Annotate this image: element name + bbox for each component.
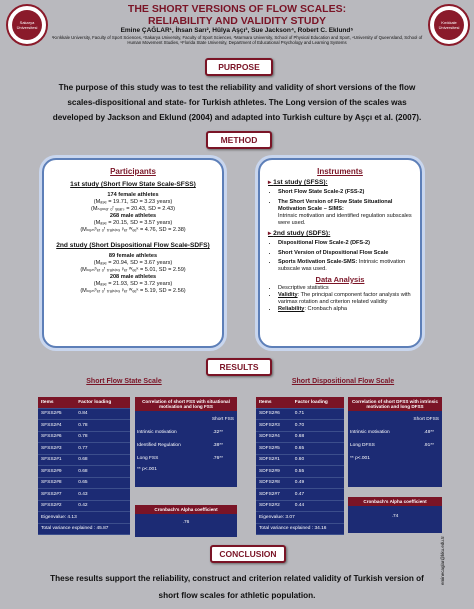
study2-female-training: (Mₙᵤₘᵇₑᵣ ₒᶠ ₜᵣₐᵢₙᵢₙ₉ ᵖₑᵣ ᵂₑₑᵏ = 5.01, SD = 2.59) [80,267,186,273]
instruments-study1 [268,179,412,186]
sfss-title: Short Flow State Scale [86,378,162,385]
table-row: SFSS2#4 0.78 [38,420,130,432]
sfss-correlation-table [135,397,237,487]
table-row: SFSS2#3 0.77 [38,443,130,455]
study1-female-age: (Mₐ₉ₑ = 19.71, SD = 3.23 years) [93,199,173,205]
study2-title: 2nd study (Short Dispositional Flow Scale-SDFS) [56,242,210,249]
corr-row: Long FSS .76** [137,456,223,461]
table-row: SFSS2#2 0.42 [38,500,130,512]
arrow-right-icon: ▸ [268,179,274,186]
analysis-item-label: Reliability [278,306,305,312]
table-row: SFSS2#7 0.43 [38,489,130,501]
study2-male: 208 male athletes [109,274,157,280]
table-row: SDFS2#8 0.49 [256,477,344,489]
sfss-loading-table [38,397,130,535]
instrument-item [278,259,412,273]
sdfs-corr-note: ** p<.001 [350,456,370,461]
instruments-title: Instruments [317,167,363,176]
instrument-item: • The Short Version of Flow State Situational Motivation Scale – SIMS: [278,199,412,213]
analysis-item: • Descriptive statistics [278,285,412,292]
title-line-1: THE SHORT VERSIONS OF FLOW SCALES: [127,3,347,15]
table-row: SFSS2#9 0.68 [38,466,130,478]
purpose-heading: PURPOSE [205,58,273,76]
instrument-item: • Dispositional Flow Scale-2 (DFS-2) [278,240,412,247]
authors: Emine ÇAĞLAR¹, İhsan Sarı², Hülya Aşçı³, Sue Jackson⁴, Robert C. Eklund⁵ [120,27,354,34]
table-row: SFSS2#5 0.84 [38,408,130,420]
study1-male-training: (Mₙᵤₘᵇₑᵣ ₒᶠ ₜᵣₐᵢₙᵢₙ₉ ᵖₑᵣ ᵂₑₑᵏ = 4.76, SD = 2.38) [80,227,186,233]
study2-female-age: (Mₐ₉ₑ = 20.94, SD = 3.67 years) [93,260,173,266]
conclusion-heading: CONCLUSION [210,545,286,563]
data-analysis-title: Data Analysis [315,275,365,284]
sdfs-alpha-title: Cronbach's Alpha coefficient [348,497,442,506]
study1-male: 268 male athletes [109,213,157,219]
analysis-item-label: Validity [278,292,298,298]
title-line-2: RELIABILITY AND VALIDITY STUDY [147,15,327,27]
study1-female-years: (Mₙᵤₘₑᵣ ₒᶠ ᵧₑₐᵣₛ = 20.43, SD = 2.43) [90,206,176,212]
study1-male-age: (Mₐ₉ₑ = 20.15, SD = 3.57 years) [93,220,173,226]
sdfs-loading-table [256,397,344,535]
conclusion-text: These results support the reliability, construct and criterion related validity of Turkish version of short flow scales for athletic population. [50,574,424,600]
sfss-corr-note: ** p<.001 [137,467,157,472]
table-row: SDFS2#6 0.71 [256,408,344,420]
sdfs-alpha-box [348,497,442,533]
logo-left-label: Sakarya Üniversitesi [12,10,42,40]
arrow-right-icon: ▸ [268,230,274,237]
participants-panel [42,158,224,348]
analysis-item-text: : The principal component factor analysis with varimax rotation and criterion related validity [278,292,411,305]
col-loading: Factor loading [75,397,130,408]
instruments-study2 [268,230,412,237]
instruments-study2-label: 2nd study (SDFS): [273,230,331,237]
logo-right-label: Kırıkkale Üniversitesi [434,10,464,40]
analysis-item [278,292,412,306]
study2-female: 89 female athletes [108,253,158,259]
study2-male-age: (Mₐ₉ₑ = 21.93, SD = 3.72 years) [93,281,173,287]
study1-title: 1st study (Short Flow State Scale-SFSS) [70,181,196,188]
sdfs-alpha-value: .74 [391,514,399,519]
contact-email: eminecaglar@kku.edu.tr [440,536,445,585]
method-heading: METHOD [206,131,272,149]
sdfs-title: Short Dispositional Flow Scale [291,378,395,385]
affiliations: ¹Kırıkkale University, Faculty of Sport Sciences, ²Sakarya University, Faculty of Sport Sciences, ³Marmara University, School of Physical Education and Sport, ⁴University of Queensland, School of Human Movement Studies, ⁵Florida State University, Department of Educational Psychology and Learning Systems [51,35,423,46]
study1-female: 174 female athletes [107,192,159,198]
table-row: SFSS2#8 0.65 [38,477,130,489]
poster-title [60,3,414,27]
sdfs-correlation-table [348,397,442,487]
table-row: SDFS2#3 0.70 [256,420,344,432]
instrument-item-name: Sports Motivation Scale-SMS: [278,259,358,265]
results-heading: RESULTS [206,358,272,376]
corr-row: Identified Regulation .38** [137,443,223,448]
table-row: SDFS2#5 0.65 [256,443,344,455]
sdfs-corr-col: Short DFSS [413,417,439,422]
university-logo-left [6,4,48,46]
sfss-corr-col: Short FSS [211,417,234,422]
table-row: SDFS2#1 0.60 [256,454,344,466]
corr-row: Long DFSS .91** [350,443,434,448]
university-logo-right [428,4,470,46]
instrument-item: • Short Version of Dispositional Flow Scale [278,250,412,257]
sfss-eigenvalue: Eigenvalue: 4.13 [38,512,130,524]
col-items: Items [38,397,75,408]
sfss-corr-title: Correlation of short FSS with situational motivation and long FSS [135,397,237,411]
sdfs-variance: Total variance explained : 34.16 [256,523,344,535]
instrument-item-note: Intrinsic motivation subscale was used. [278,259,406,272]
study2-male-training: (Mₙᵤₘᵇₑᵣ ₒᶠ ₜᵣₐᵢₙᵢₙ₉ ᵖₑᵣ ᵂₑₑᵏ = 5.19, SD = 2.56) [80,288,186,294]
instrument-item: • Short Flow State Scale-2 (FSS-2) [278,189,412,196]
participants-title: Participants [110,167,156,176]
sdfs-eigenvalue: Eigenvalue: 3.07 [256,512,344,524]
table-row: SFSS2#1 0.68 [38,454,130,466]
analysis-item-text: : Cronbach alpha [304,306,348,312]
instruments-panel [258,158,422,348]
purpose-text: The purpose of this study was to test the reliability and validity of short versions of the flow scales-dispositional and state- for Turkish athletes. The Long version of the scales was developed by Jackson and Eklund (2004) and adapted into Turkish culture by Aşçı et al. (2007). [52,83,422,122]
corr-row: Intrinsic motivation .32** [137,430,223,435]
col-items: Items [256,397,292,408]
table-row: SDFS2#7 0.47 [256,489,344,501]
table-row: SDFS2#2 0.44 [256,500,344,512]
table-row: SDFS2#9 0.55 [256,466,344,478]
corr-row: Intrinsic motivation .48** [350,430,434,435]
sdfs-corr-title: Correlation of short DFSS with intrinsic motivation and long DFSS [348,397,442,411]
sfss-variance: Total variance explained : 45.87 [38,523,130,535]
instrument-note: Intrinsic motivation and identified regulation subscales were used. [278,213,412,226]
sfss-alpha-box [135,505,237,537]
sfss-alpha-title: Cronbach's Alpha coefficient [135,505,237,514]
analysis-item [278,306,412,313]
instruments-study1-label: 1st study (SFSS): [273,179,328,186]
table-row: SDFS2#4 0.68 [256,431,344,443]
col-loading: Factor loading [292,397,344,408]
sfss-alpha-value: .76 [182,520,190,525]
table-row: SFSS2#6 0.78 [38,431,130,443]
